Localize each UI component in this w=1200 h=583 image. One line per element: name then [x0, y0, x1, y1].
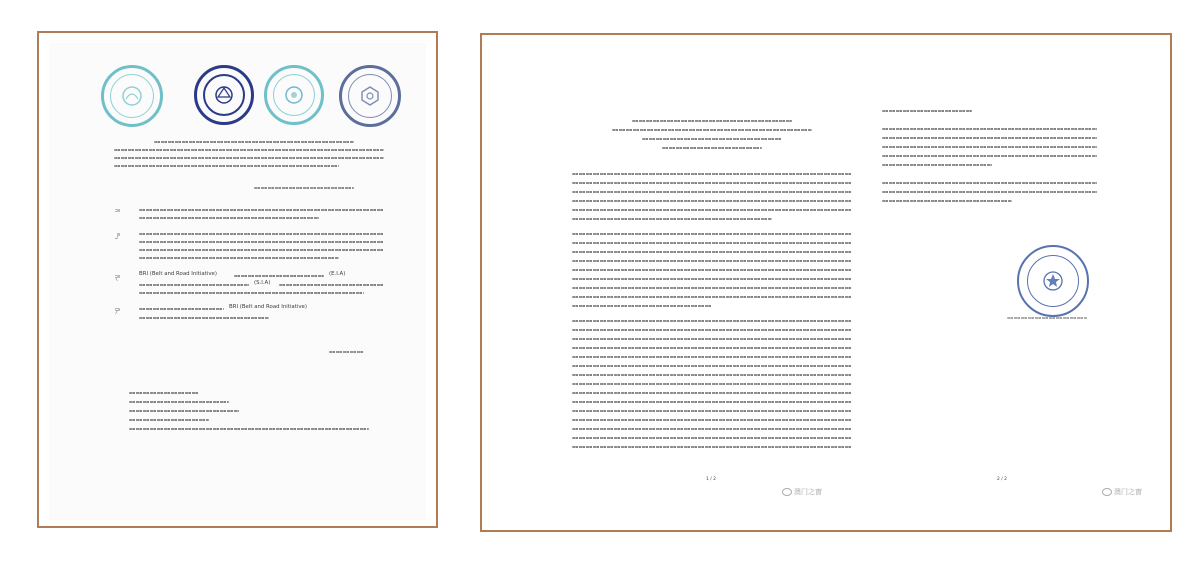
text-line — [234, 275, 324, 277]
seal-blue-grey — [339, 65, 401, 127]
text-line — [139, 233, 384, 235]
text-line — [572, 383, 852, 385]
right-document-spread — [492, 45, 1160, 520]
text-line — [139, 257, 339, 259]
text-line — [572, 278, 852, 280]
text-line — [139, 249, 384, 251]
text-line — [572, 269, 852, 271]
text-line — [572, 365, 852, 367]
embassy-seal — [1017, 245, 1089, 317]
text-line — [572, 329, 852, 331]
text-line — [572, 410, 852, 412]
text-line — [882, 146, 1097, 148]
text-line — [572, 200, 852, 202]
text-line — [572, 191, 852, 193]
heading-line — [662, 147, 762, 149]
watermark-2 — [1102, 487, 1142, 497]
text-line — [882, 164, 992, 166]
watermark-logo-icon — [1102, 488, 1112, 496]
emblem-icon — [117, 81, 147, 111]
heading-line — [632, 120, 792, 122]
text-line — [882, 182, 1097, 184]
emblem-icon — [280, 81, 308, 109]
page-label-1: 1 / 2 — [706, 477, 716, 482]
heading-line — [642, 138, 782, 140]
emblem-icon — [355, 81, 385, 111]
text-line — [114, 157, 384, 159]
text-line — [572, 356, 852, 358]
national-emblem-icon — [1036, 264, 1070, 298]
left-document-page: ၁။ ၂။ ၃။ BRI (Belt and Road Initiative) (E.I.A) (S.I.A) ၄။ BRI (Belt and Road Initiative) — [49, 43, 426, 520]
sia-text: (S.I.A) — [254, 280, 271, 286]
text-line — [572, 296, 852, 298]
seal-navy — [194, 65, 254, 125]
text-line — [114, 165, 339, 167]
text-line — [139, 284, 249, 286]
text-line — [572, 218, 772, 220]
text-line — [129, 410, 239, 412]
bri-text-2: BRI (Belt and Road Initiative) — [229, 304, 307, 310]
date-line — [254, 187, 354, 189]
text-line — [572, 320, 852, 322]
text-line — [882, 137, 1097, 139]
text-line — [129, 392, 199, 394]
text-line — [572, 182, 852, 184]
text-line — [129, 428, 369, 430]
text-line — [572, 401, 852, 403]
text-line — [129, 401, 229, 403]
right-document-frame — [480, 33, 1172, 532]
watermark-text: 澳门之窗 — [794, 488, 822, 496]
text-line — [139, 217, 319, 219]
text-line — [572, 260, 852, 262]
text-line — [572, 428, 852, 430]
bri-text-1: BRI (Belt and Road Initiative) — [139, 271, 217, 277]
seal-caption-line — [1007, 317, 1087, 319]
text-line — [139, 292, 364, 294]
left-document-frame — [37, 31, 438, 528]
heading-line — [612, 129, 812, 131]
text-line — [129, 419, 209, 421]
text-line — [139, 308, 224, 310]
text-line — [572, 242, 852, 244]
text-line — [572, 392, 852, 394]
text-line — [154, 141, 354, 143]
text-line — [139, 209, 384, 211]
text-line — [882, 128, 1097, 130]
watermark-1 — [782, 487, 822, 497]
text-line — [572, 347, 852, 349]
text-line — [882, 200, 1012, 202]
signature-line — [329, 351, 364, 353]
seal-teal-1 — [101, 65, 163, 127]
text-line — [572, 173, 852, 175]
text-line — [572, 233, 852, 235]
text-line — [572, 305, 712, 307]
page-label-2: 2 / 2 — [997, 477, 1007, 482]
text-line — [279, 284, 384, 286]
text-line — [572, 338, 852, 340]
text-line — [882, 191, 1097, 193]
watermark-text: 澳门之窗 — [1114, 488, 1142, 496]
seal-teal-2 — [264, 65, 324, 125]
text-line — [572, 287, 852, 289]
text-line — [139, 317, 269, 319]
text-line — [882, 155, 1097, 157]
emblem-icon — [210, 81, 238, 109]
text-line — [572, 251, 852, 253]
text-line — [572, 419, 852, 421]
text-line — [114, 149, 384, 151]
text-line — [572, 374, 852, 376]
eia-text: (E.I.A) — [329, 271, 346, 277]
watermark-logo-icon — [782, 488, 792, 496]
text-line — [139, 241, 384, 243]
text-line — [572, 437, 852, 439]
text-line — [572, 446, 852, 448]
text-line — [572, 209, 852, 211]
text-line — [882, 110, 972, 112]
